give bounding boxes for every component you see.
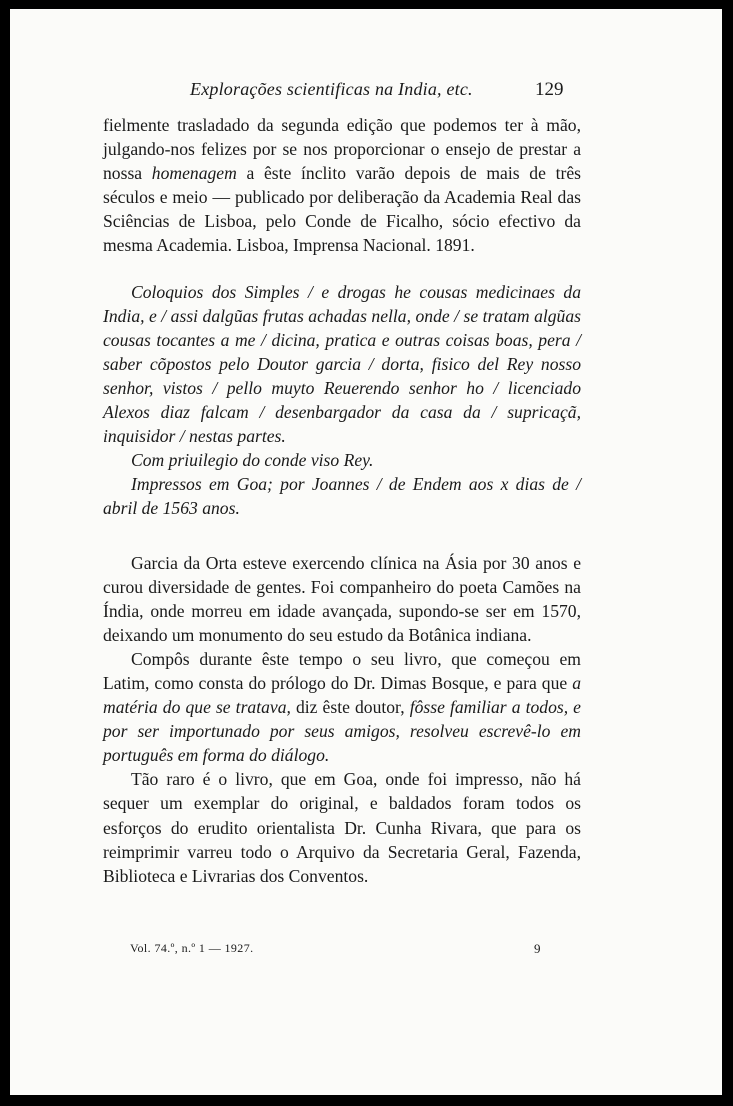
volume-line: Vol. 74.º, n.º 1 — 1927. xyxy=(130,941,254,955)
paragraph-text: a êste ínclito varão depois de mais de três séculos e meio — publicado por deliberação da Academia Real das Sciências de Lisboa, pelo Conde de Ficalho, sócio efectivo da mesma Academia. Lisboa, Imprensa Nacional. 1891. xyxy=(103,163,581,256)
page-body xyxy=(103,113,581,888)
italic-quote: a matéria do que se tratava, xyxy=(103,672,581,718)
paragraph-raro: Tão raro é o livro, que em Goa, onde foi impresso, não há sequer um exemplar do original, e baldados foram todos os esforços do erudito orientalista Dr. Cunha Rivara, que para os reimprimir varreu todo o Arquivo da Secretaria Geral, Fazenda, Biblioteca e Livrarias dos Conventos. xyxy=(103,769,581,886)
paragraph-garcia: Garcia da Orta esteve exercendo clínica na Ásia por 30 anos e curou diversidade de gentes. Foi companheiro do poeta Camões na Índia, onde morreu em idade avançada, supondo-se ser em 1570, deixando um monumento do seu estudo da Botânica indiana. xyxy=(103,552,581,645)
signature-mark: 9 xyxy=(534,941,541,956)
book-page xyxy=(10,9,722,1095)
paragraph-continued xyxy=(103,113,581,258)
book-title-transcription: Coloquios dos Simples / e drogas he cousas medicinaes da India, e / assi dalgũas frutas achadas nella, onde / se tratam algũas cousas tocantes a me / dicina, pratica e outras coisas boas, pera / saber cõpostos pelo Doutor garcia / dorta, fisico del Rey nosso senhor, vistos / pello muyto Reuerendo senhor ho / licenciado Alexos diaz falcam / desenbargador da casa da / supricaçã, inquisidor / nestas partes. xyxy=(103,281,581,447)
paragraph-text: fielmente trasladado da segunda edição que podemos ter à mão, julgando-nos felizes por se nos proporcionar o ensejo de prestar a nossa xyxy=(103,115,581,184)
running-title: Explorações scientificas na India, etc. xyxy=(190,79,473,99)
privilege-line: Com priuilegio do conde viso Rey. xyxy=(131,450,374,471)
italic-quote: fôsse familiar a todos, e por ser importunado por seus amigos, resolveu escrevê-lo em português em forma do diálogo. xyxy=(103,697,581,766)
paragraph-text: diz êste doutor, xyxy=(290,697,410,718)
page-header xyxy=(10,79,722,103)
page-footer xyxy=(10,941,722,961)
imprint-line: Impressos em Goa; por Joannes / de Endem aos x dias de / abril de 1563 anos. xyxy=(103,474,581,519)
paragraph-compos xyxy=(103,647,581,767)
italic-word: homenagem xyxy=(151,163,237,184)
paragraph-text: Compôs durante êste tempo o seu livro, que começou em Latim, como consta do prólogo do Dr. Dimas Bosque, e para que xyxy=(103,648,581,693)
page-number: 129 xyxy=(535,79,564,100)
